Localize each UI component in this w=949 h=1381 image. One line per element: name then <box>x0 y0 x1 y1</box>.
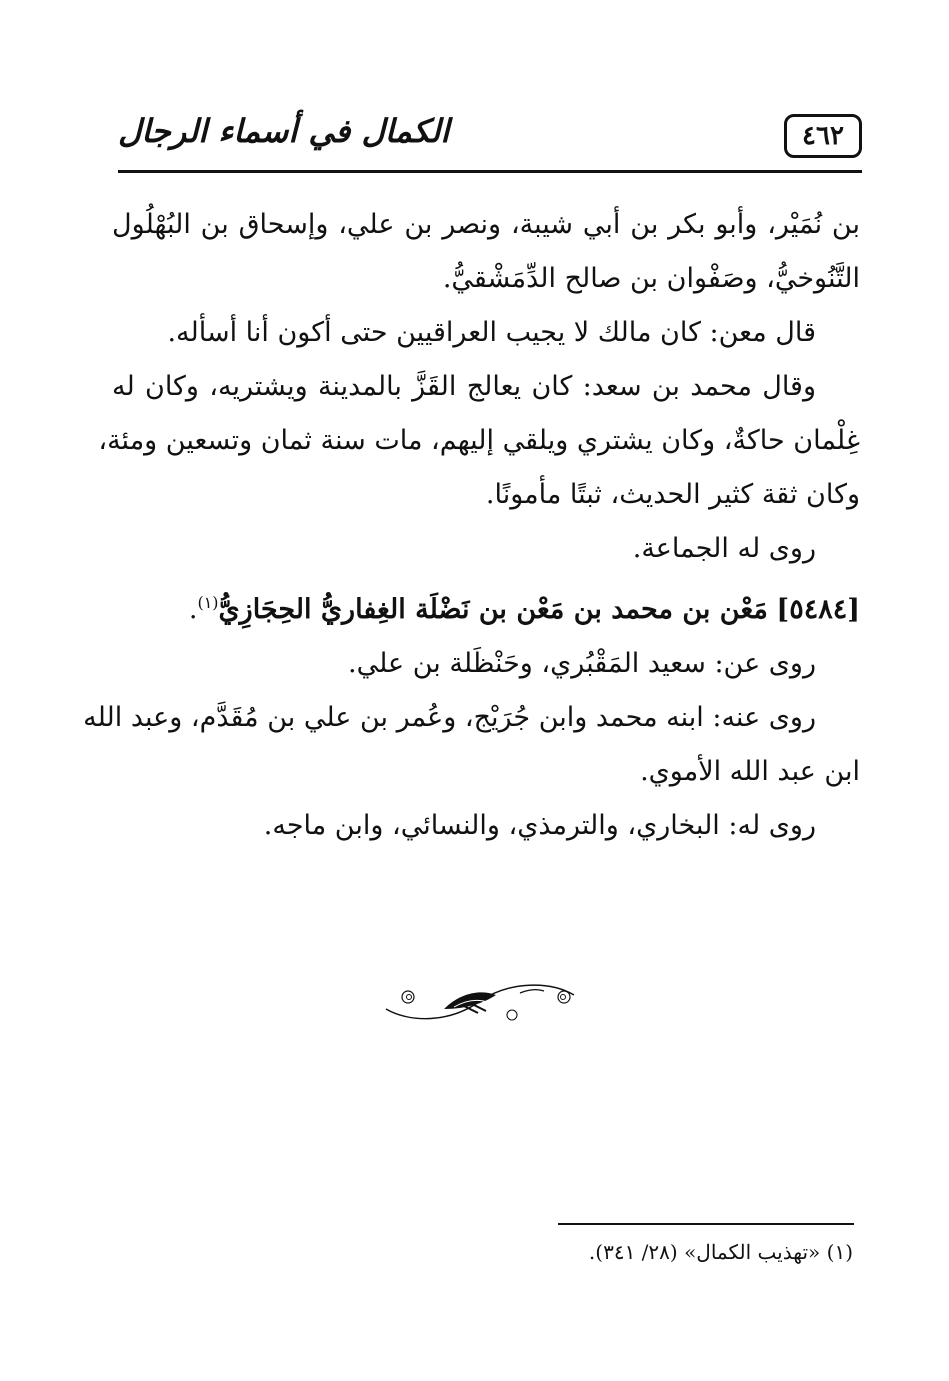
main-text <box>83 198 860 853</box>
text-line: روى عنه: ابنه محمد وابن جُرَيْج، وعُمر بن علي بن مُقَدَّم، وعبد الله <box>83 702 816 733</box>
text-line: ابن عبد الله الأموي. <box>640 756 860 787</box>
text-line: وقال محمد بن سعد: كان يعالج القَزَّ بالمدينة ويشتريه، وكان له <box>112 371 816 402</box>
text-line: روى عن: سعيد المَقْبُري، وحَنْظَلة بن علي. <box>348 648 816 679</box>
entry-number: [٥٤٨٤] <box>776 594 860 625</box>
entry-name: مَعْن بن محمد بن مَعْن بن نَضْلَة الغِفاريُّ الحِجَازِيُّ <box>218 594 768 625</box>
text-line: وكان ثقة كثير الحديث، ثبتًا مأمونًا. <box>485 479 860 510</box>
text-line: قال معن: كان مالك لا يجيب العراقيين حتى أكون أنا أسأله. <box>167 317 816 348</box>
footnote: (١) «تهذيب الكمال» (٢٨/ ٣٤١). <box>588 1240 853 1264</box>
entry-heading: [٥٤٨٤] مَعْن بن محمد بن مَعْن بن نَضْلَة الغِفاريُّ الحِجَازِيُّ$^{(١)}$. <box>188 593 860 625</box>
book-title: الكمال في أسماء الرجال <box>118 112 450 150</box>
text-line: التَّنُوخيُّ، وصَفْوان بن صالح الدِّمَشْقيُّ. <box>442 263 860 294</box>
text-line: غِلْمان حاكةٌ، وكان يشتري ويلقي إليهم، مات سنة ثمان وتسعين ومئة، <box>98 425 860 456</box>
ornament-divider-icon <box>380 975 580 1025</box>
text-line: روى له: البخاري، والترمذي، والنسائي، وابن ماجه. <box>263 810 816 841</box>
footnote-rule <box>558 1223 854 1225</box>
page-header <box>118 106 862 176</box>
text-line: بن نُمَيْر، وأبو بكر بن أبي شيبة، ونصر بن علي، وإسحاق بن البُهْلُول <box>112 209 860 240</box>
header-rule <box>118 170 862 173</box>
page-number: ٤٦٢ <box>784 114 862 158</box>
footnote-ref: (١) <box>197 593 219 612</box>
text-line: روى له الجماعة. <box>632 533 816 564</box>
